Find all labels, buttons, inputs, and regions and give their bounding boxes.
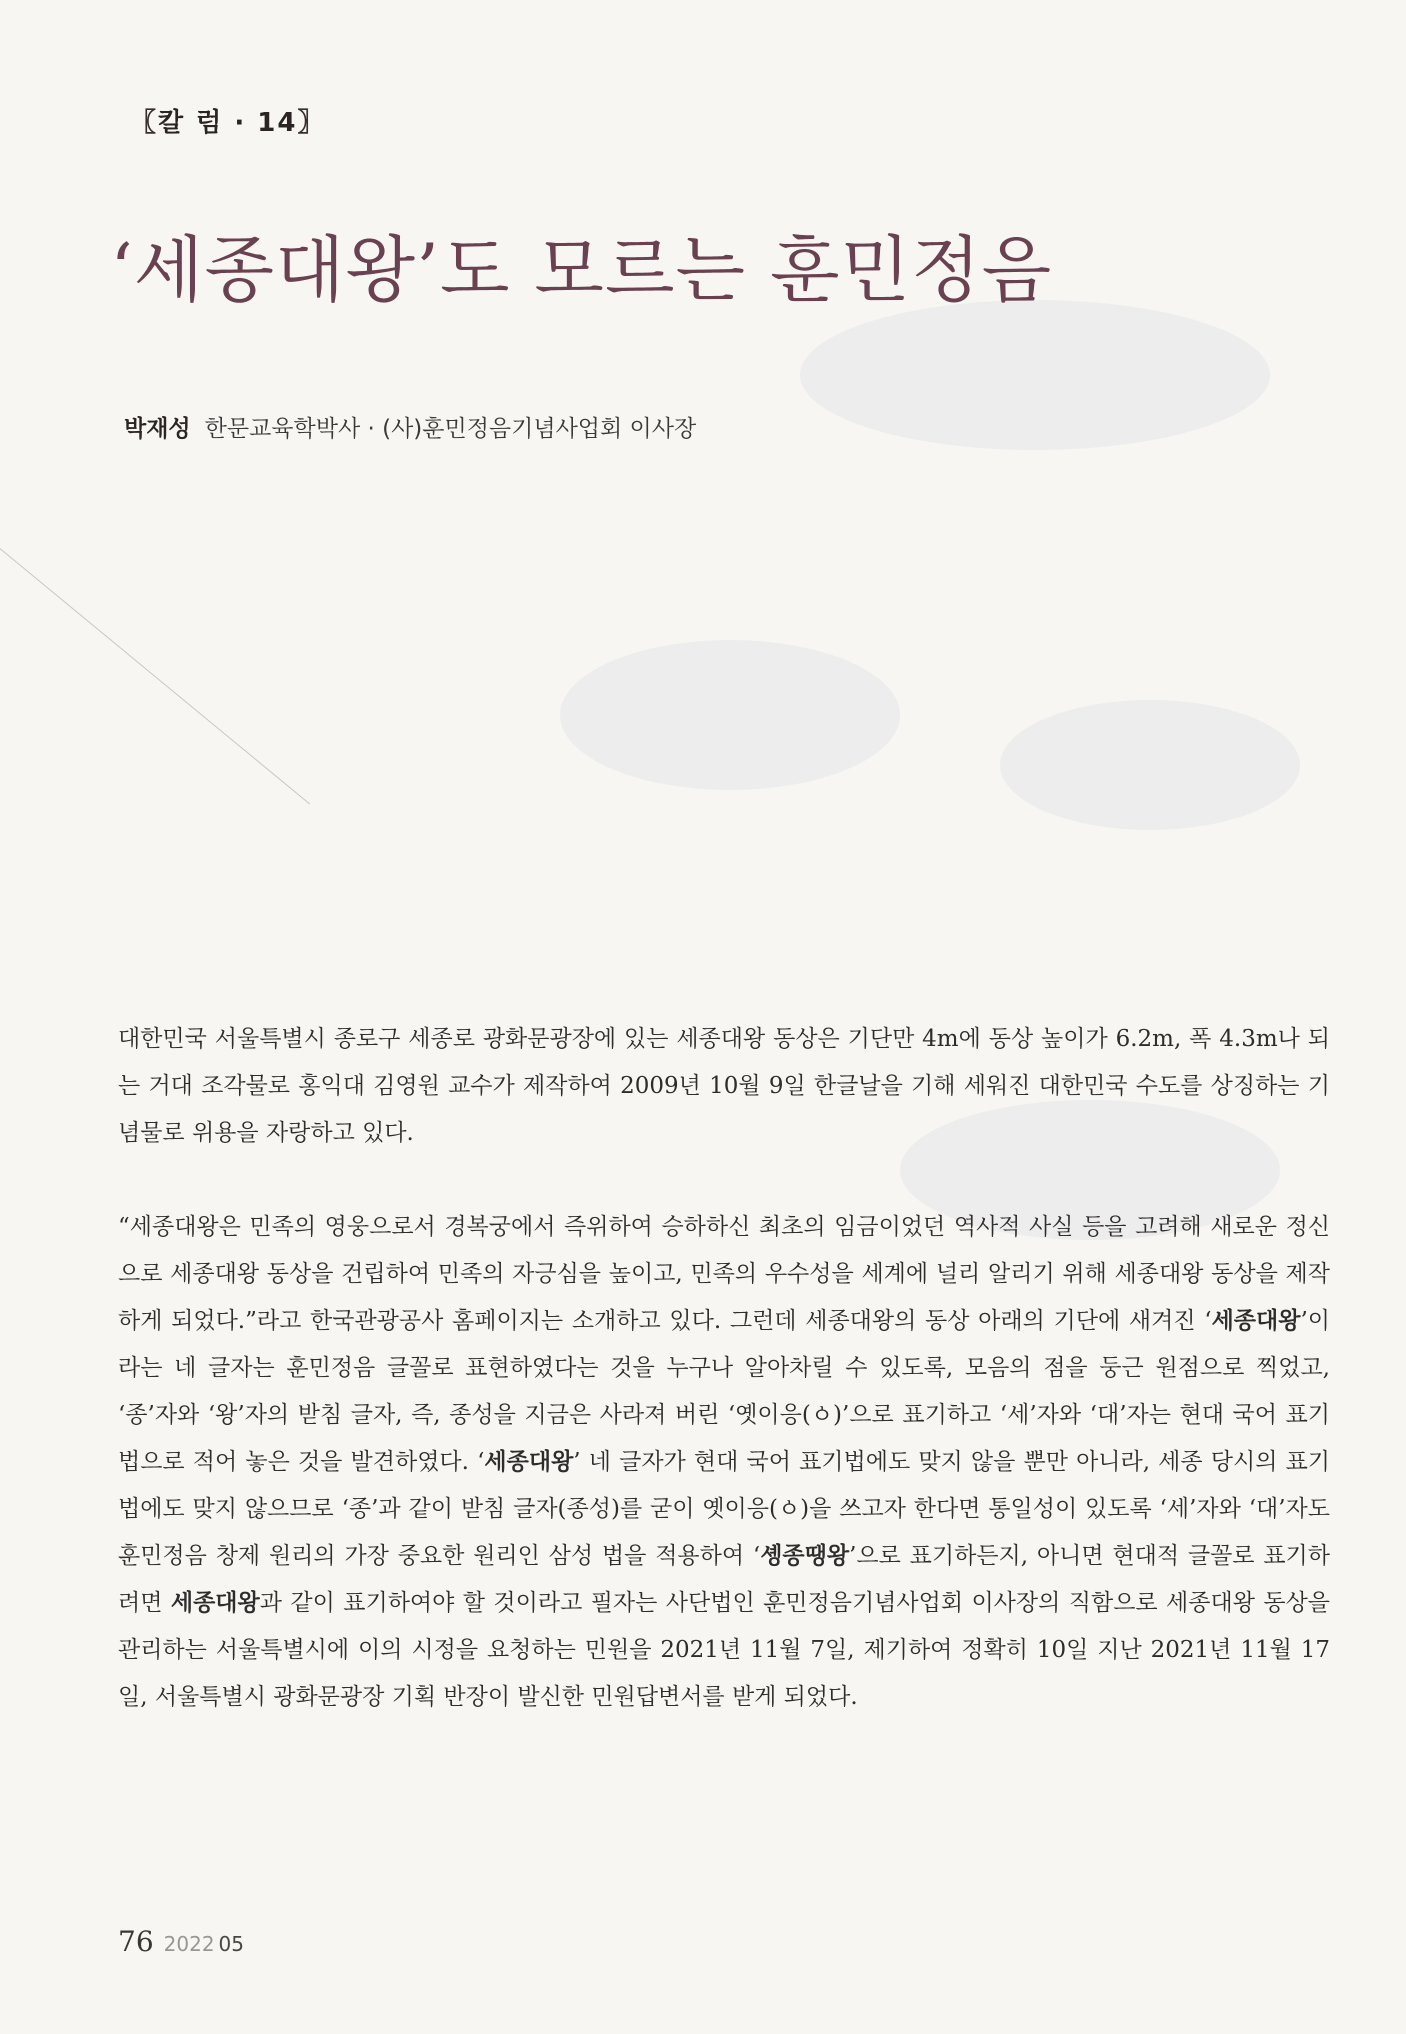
emphasis-sejong-font: 세종대왕 xyxy=(1211,1308,1301,1334)
issue-year: 2022 xyxy=(163,1932,215,1956)
background-bird-illustration xyxy=(1000,700,1300,830)
label-open-bracket: 〖 xyxy=(130,108,159,138)
byline xyxy=(124,410,696,443)
page-footer xyxy=(118,1925,244,1958)
article-body xyxy=(118,1016,1330,1721)
background-bird-illustration xyxy=(800,300,1270,450)
author-title: 한문교육학박사 · (사)훈민정음기념사업회 이사장 xyxy=(204,416,697,442)
column-section-label xyxy=(130,102,325,139)
paragraph-2-text: 과 같이 표기하여야 할 것이라고 필자는 사단법인 훈민정음기념사업회 이사장의 직함으로 세종대왕 동상을 관리하는 서울특별시에 이의 시정을 요청하는 민원을 2021년 11월 7일, 제기하여 정확히 10일 지난 2021년 11월 17일, 서울특별시 광화문광장 기획 반장이 발신한 민원답변서를 받게 되었다. xyxy=(118,1590,1331,1710)
paragraph-2-text: ’이라는 네 글자는 훈민정음 글꼴로 표현하였다는 것을 누구나 알아차릴 수 있도록, 모음의 점을 둥근 원점으로 찍었고, ‘종’자와 ‘왕’자의 받침 글자, 즉, 종성을 지금은 사라져 버린 ‘옛이응(ㆁ)’으로 표기하고 ‘세’자와 ‘대’자는 현대 국어 표기법으로 적어 놓은 것을 발견하였다. ‘ xyxy=(118,1308,1330,1475)
decorative-diagonal-line xyxy=(0,548,310,804)
background-bird-illustration xyxy=(560,640,900,790)
emphasis-modern-spelling: 세종대왕 xyxy=(170,1590,260,1616)
paragraph-1: 대한민국 서울특별시 종로구 세종로 광화문광장에 있는 세종대왕 동상은 기단만 4m에 동상 높이가 6.2m, 폭 4.3m나 되는 거대 조각물로 홍익대 김영원 교수가 제작하여 2009년 10월 9일 한글날을 기해 세워진 대한민국 수도를 상징하는 기념물로 위용을 자랑하고 있다. xyxy=(118,1026,1330,1146)
issue-month: 05 xyxy=(218,1932,244,1956)
paragraph-2 xyxy=(118,1204,1330,1721)
page-number: 76 xyxy=(118,1925,154,1958)
article-title: ‘세종대왕’도 모르는 훈민정음 xyxy=(110,228,1053,312)
paragraph-2-text: ’ 네 글자가 현대 국어 표기법에도 맞지 않을 뿐만 아니라, 세종 당시의 표기법에도 맞지 않으므로 ‘종’과 같이 받침 글자(종성)를 굳이 옛이응(ㆁ)을 쓰고자 한다면 통일성이 있도록 ‘세’자와 ‘대’자도 훈민정음 창제 원리의 가장 중요한 원리인 삼성 법을 적용하여 ‘ xyxy=(118,1449,1330,1569)
label-text: 칼 럼 · 14 xyxy=(158,108,298,138)
emphasis-old-spelling: 솅종땡왕 xyxy=(760,1543,850,1569)
paragraph-2-text: “세종대왕은 민족의 영웅으로서 경복궁에서 즉위하여 승하하신 최초의 임금이었던 역사적 사실 등을 고려해 새로운 정신으로 세종대왕 동상을 건립하여 민족의 자긍심을 높이고, 민족의 우수성을 세계에 널리 알리기 위해 세종대왕 동상을 제작하게 되었다.”라고 한국관광공사 홈페이지는 소개하고 있다. 그런데 세종대왕의 동상 아래의 기단에 새겨진 ‘ xyxy=(118,1214,1330,1334)
label-close-bracket: 〗 xyxy=(297,108,326,138)
emphasis-sejong-font: 세종대왕 xyxy=(484,1449,574,1475)
author-name: 박재성 xyxy=(124,416,191,442)
paragraph-2-text: ’으로 표기하든지, 아니면 현대적 글꼴로 표기하려면 xyxy=(118,1543,1330,1616)
